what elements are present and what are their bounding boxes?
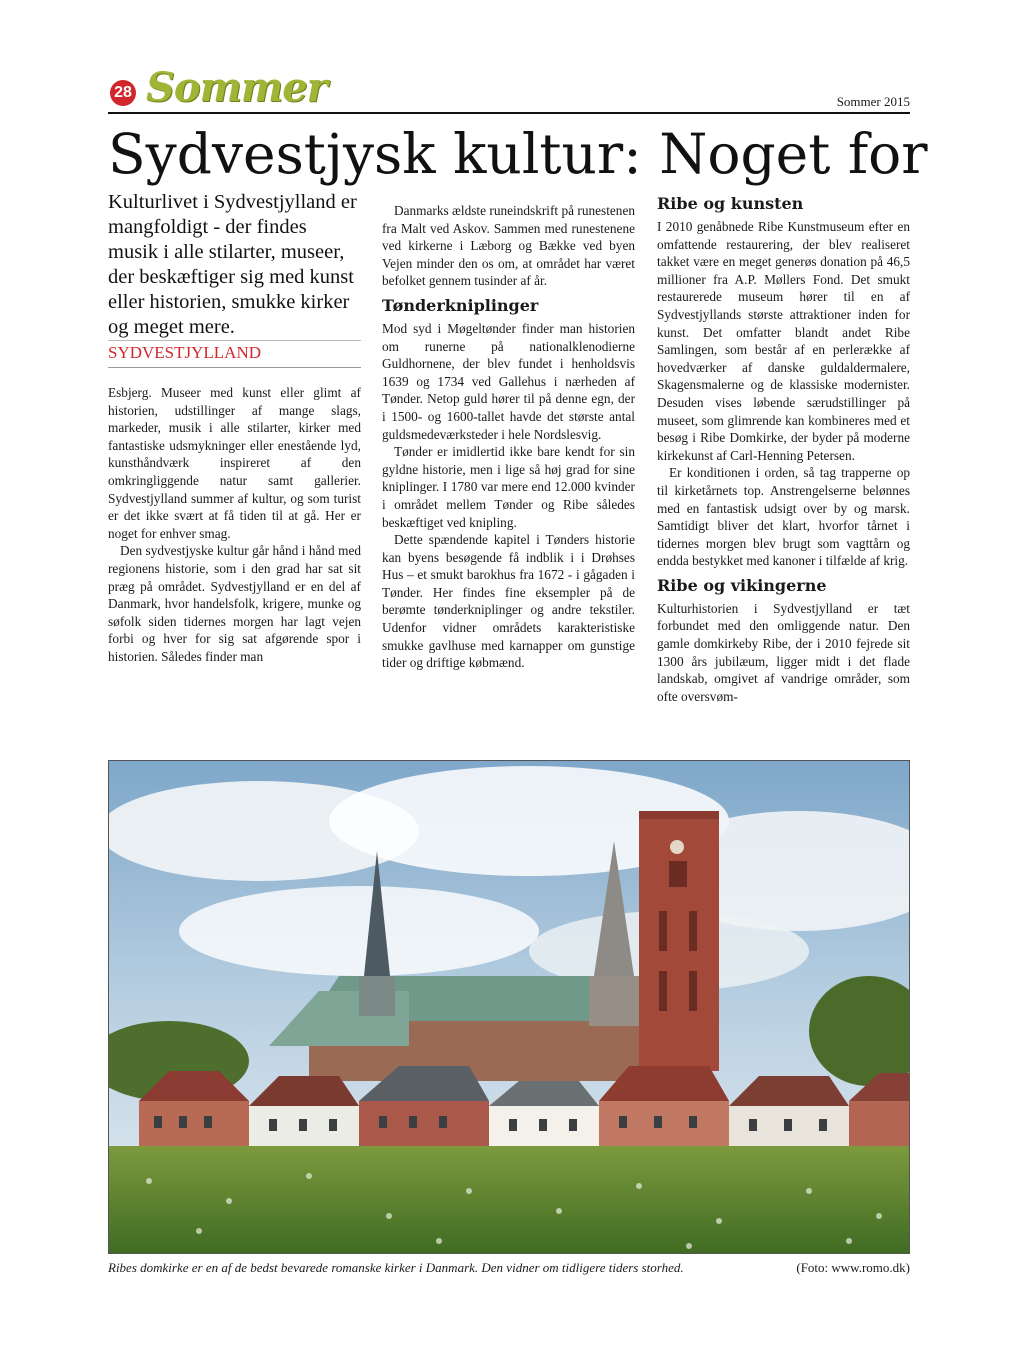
column-1 <box>108 190 361 666</box>
body-paragraph: I 2010 genåbnede Ribe Kunstmuseum efter en omfattende restaurering, der blev realiseret takket være en meget generøs donation på 46,5 millioner fra A.P. Møllers Fond. Det smukt restaurerede museum hører til en af Sydvestjyllands største attraktioner inden for kunst. Det omfatter blandt andet Ribe Samlingen, som består af en perlerække af hovedværker af danske guldaldermalere, Skagensmalerne og de klassiske modernister. Desuden vises løbende særudstillinger på museet, som glimrende kan kombineres med et besøg i Ribe Domkirke, der byder på moderne kirkekunst af Carl-Henning Petersen. <box>657 219 910 463</box>
column-2 <box>382 202 635 672</box>
kicker-label: SYDVESTJYLLAND <box>108 340 361 368</box>
section-logo: Sommer <box>146 64 327 111</box>
photo-ribe-cathedral <box>108 760 910 1254</box>
body-paragraph: Er konditionen i orden, så tag trapperne op til kirketårnets top. Anstrengelserne belønnes med en fantastisk udsigt over by og marsk. Samtidigt bliver det klart, hvorfor tårnet i tidernes morgen blev brugt som vagttårn og endda bestykket med kanoner i tilfælde af krig. <box>657 465 910 569</box>
header-rule <box>108 112 910 114</box>
body-paragraph: Kulturhistorien i Sydvestjylland er tæt forbundet med den omliggende natur. Den gamle domkirkeby Ribe, der i 2010 fejrede sit 1300 års jubilæum, ligger midt i det flade landskab, omgivet af vandrige områder, som ofte oversvøm- <box>657 600 910 704</box>
photo-credit: (Foto: www.romo.dk) <box>796 1260 910 1275</box>
body-paragraph: Dette spændende kapitel i Tønders historie kan byens besøgende få indblik i i Drøhses Hus – et smukt barokhus fra 1672 - i gågaden i Tønder. Her findes fine eksempler på de berømte tønderkniplinger og andre tekstiler. Udenfor vidner områdets karakteristiske smukke gavlhuse med karnapper om gunstige tider og driftige købmænd. <box>382 532 635 671</box>
headline: Sydvestjysk kultur: Noget for <box>108 122 928 186</box>
subhead-tonderkniplinger: Tønderkniplinger <box>382 295 539 315</box>
body-paragraph: Mod syd i Møgeltønder finder man historien om runerne på nationalklenodierne Guldhornene, der blev fundet i henholdsvis 1639 og 1734 ved Gallehus i nærheden af Tønder. Netop guld hører til på denne egn, der i 1500- og 1600-tallet havde det største antal guldsmedeværksteder i hele Nordslesvig. <box>382 320 635 442</box>
page-number: 28 <box>110 80 136 106</box>
column-3 <box>657 194 910 705</box>
lead-paragraph: Kulturlivet i Sydvestjylland er mangfoldigt - der findes musik i alle stilarter, museer, der beskæftiger sig med kunst eller historien, smukke kirker og meget mere. <box>108 191 357 338</box>
subhead-ribe-kunsten: Ribe og kunsten <box>657 194 804 213</box>
body-paragraph: Den sydvestjyske kultur går hånd i hånd med regionens historie, som i den grad har sat sit præg på området. Sydvestjylland er en del af Danmark, hvor handelsfolk, krigere, munke og søfolk siden tidernes morgen har lagt vejen forbi og hver for sig sat afgørende spor i historien. Således finder man <box>108 543 361 664</box>
issue-label: Sommer 2015 <box>836 94 910 109</box>
subhead-ribe-vikingerne: Ribe og vikingerne <box>657 575 827 595</box>
photo-caption: Ribes domkirke er en af de bedst bevarede romanske kirker i Danmark. Den vidner om tidligere tiders storhed. <box>108 1260 684 1275</box>
body-paragraph: Danmarks ældste runeindskrift på runestenen fra Malt ved Askov. Sammen med runestenene ved kirkerne i Læborg og Bække ved byen Vejen minder den os om, at området har været befolket gennem tusinder af år. <box>382 203 635 289</box>
body-paragraph: Tønder er imidlertid ikke bare kendt for sin gyldne historie, men i lige så høj grad for sine kniplinger. I 1780 var mere end 12.000 kvinder i området mellem Tønder og Ribe således beskæftiget ved knipling. <box>382 444 635 530</box>
body-paragraph: Esbjerg. Museer med kunst eller glimt af historien, udstillinger af mange slags, markeder, musik i alle stilarter, kirker med fantastiske udsmykninger eller enestående lyd, kunsthåndværk inspireret af den omkringliggende natur samt gallerier. Sydvestjylland summer af kultur, og som turist er det ikke svært at få tiden til at gå. Her er noget for enhver smag. <box>108 385 361 541</box>
